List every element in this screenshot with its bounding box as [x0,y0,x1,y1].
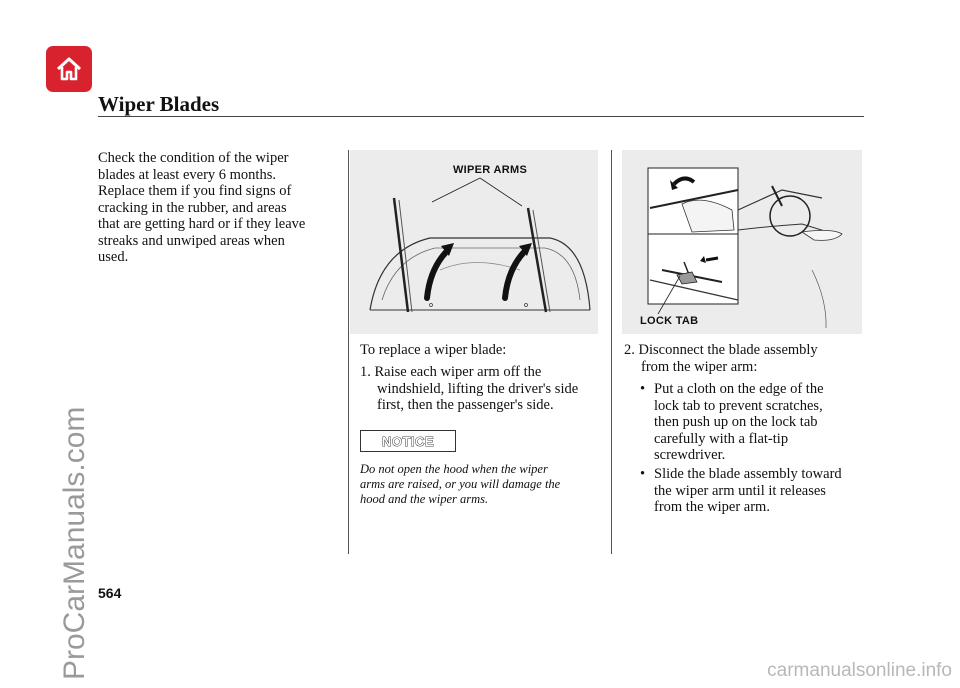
column-divider-2 [611,150,612,554]
lock-tab-label: LOCK TAB [640,315,699,327]
notice-badge [360,430,456,452]
intro-line: Check the condition of the wiper [98,150,289,166]
intro-paragraph [98,150,328,266]
bullet-line: carefully with a flat-tip [654,430,789,447]
windshield-drawing [350,150,598,334]
bullet-line: Slide the blade assembly toward [654,466,842,482]
intro-line: that are getting hard or if they leave [98,216,306,232]
step-2 [624,342,860,375]
intro-line: cracking in the rubber, and areas [98,199,287,216]
intro-line: streaks and unwiped areas when [98,232,285,249]
bullet-line: the wiper arm until it releases [654,482,826,499]
watermark-bottom: carmanualsonline.info [767,660,952,681]
wiper-arms-label: WIPER ARMS [453,164,528,176]
notice-text [360,462,606,507]
lock-tab-illustration [622,150,862,334]
page-title: Wiper Blades [98,92,220,116]
replace-heading: To replace a wiper blade: [360,342,507,358]
step-2-line: from the wiper arm: [641,358,758,375]
step-1-line: 1. Raise each wiper arm off the [360,364,542,380]
step-1 [360,364,606,414]
wiper-arms-illustration [350,150,598,334]
step-2-line: 2. Disconnect the blade assembly [624,342,818,358]
column-divider-1 [348,150,349,554]
bullet-item [640,466,864,516]
intro-line: Replace them if you find signs of [98,183,292,199]
notice-line: Do not open the hood when the wiper [360,462,548,476]
title-divider [98,116,864,117]
watermark-left: ProCarManuals.com [58,406,91,680]
bullet-line: lock tab to prevent scratches, [654,397,823,414]
bullet-item [640,381,864,464]
intro-line: used. [98,249,129,265]
bullet-line: screwdriver. [654,447,726,463]
notice-line: arms are raised, or you will damage the [360,477,561,491]
home-button[interactable] [46,46,92,92]
notice-label: NOTICE [381,433,435,449]
bullet-line: then push up on the lock tab [654,414,818,430]
page-number: 564 [98,585,122,601]
step-1-line: windshield, lifting the driver's side [377,380,579,397]
bullet-line: Put a cloth on the edge of the [654,381,824,397]
home-icon [54,54,84,84]
step-1-line: first, then the passenger's side. [377,397,554,413]
intro-line: blades at least every 6 months. [98,166,276,183]
notice-line: hood and the wiper arms. [360,492,489,506]
bullet-line: from the wiper arm. [654,499,770,515]
bullet-symbol: • [640,381,646,397]
bullet-symbol: • [640,466,646,482]
lock-tab-drawing [622,150,862,334]
